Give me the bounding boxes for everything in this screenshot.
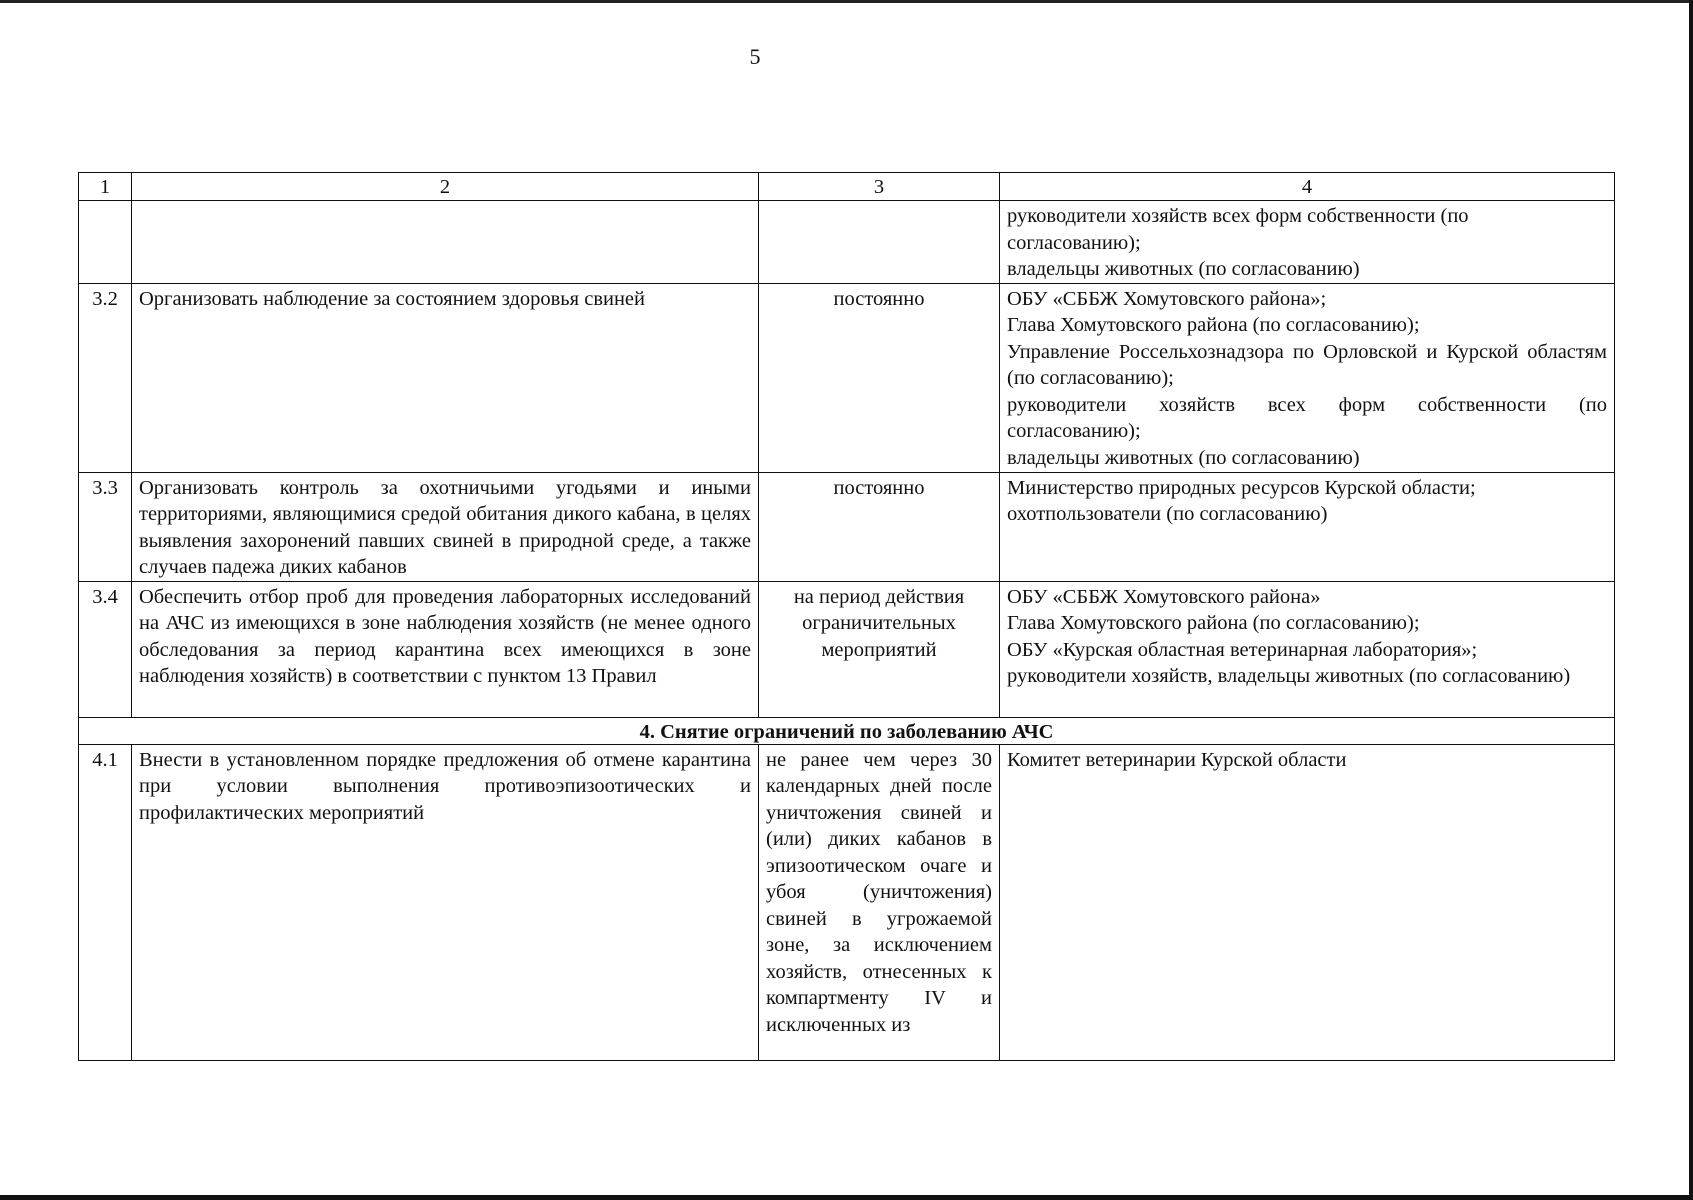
responsible-cell	[1000, 283, 1615, 472]
action-cell: Обеспечить отбор проб для проведения лабораторных исследований на АЧС из имеющихся в зоне наблюдения хозяйств (не менее одного обследования за период карантина всех имеющихся в зоне наблюдения хозяйств) в соответствии с пунктом 13 Правил	[132, 581, 759, 717]
responsible-cell	[1000, 201, 1615, 284]
row-number-cell: 3.2	[79, 283, 132, 472]
term-cell: не ранее чем через 30 календарных дней после уничтожения свиней и (или) диких кабанов в эпизоотическом очаге и убоя (уничтожения) свиней в угрожаемой зоне, за исключением хозяйств, отнесенных к компартменту IV и исключенных из	[759, 744, 1000, 1060]
action-cell: Организовать контроль за охотничьими угодьями и иными территориями, являющимися средой обитания дикого кабана, в целях выявления захоронений павших свиней в природной среде, а также случаев падежа диких кабанов	[132, 472, 759, 581]
responsible-line: охотпользователи (по согласованию)	[1007, 503, 1328, 525]
responsible-line: руководители хозяйств всех форм собственности (по согласованию);	[1007, 205, 1469, 254]
table-header-row	[79, 173, 1615, 201]
col-header-4: 4	[1000, 173, 1615, 201]
responsible-line: Управление Россельхознадзора по Орловской и Курской областям (по согласованию);	[1007, 340, 1607, 389]
measures-table	[78, 172, 1615, 1061]
table-row-3-2	[79, 283, 1615, 472]
scan-edge-top	[0, 0, 1693, 3]
responsible-cell: Комитет ветеринарии Курской области	[1000, 744, 1615, 1060]
responsible-line: руководители хозяйств всех форм собственности (по согласованию);	[1007, 393, 1607, 442]
col-header-2: 2	[132, 173, 759, 201]
responsible-line: ОБУ «СББЖ Хомутовского района»	[1007, 585, 1321, 608]
table-row-3-3	[79, 472, 1615, 581]
row-number-cell: 3.3	[79, 472, 132, 581]
responsible-line: владельцы животных (по согласованию)	[1007, 446, 1360, 469]
table-row-3-4	[79, 581, 1615, 717]
term-cell: постоянно	[759, 472, 1000, 581]
responsible-cell	[1000, 581, 1615, 717]
term-cell: постоянно	[759, 283, 1000, 472]
responsible-line: владельцы животных (по согласованию)	[1007, 258, 1360, 280]
action-cell: Внести в установленном порядке предложения об отмене карантина при условии выполнения противоэпизоотических и профилактических мероприятий	[132, 744, 759, 1060]
action-cell: Организовать наблюдение за состоянием здоровья свиней	[132, 283, 759, 472]
responsible-line: Глава Хомутовского района (по согласованию);	[1007, 612, 1420, 634]
responsible-line: Глава Хомутовского района (по согласованию);	[1007, 314, 1420, 336]
table-row-4-1	[79, 744, 1615, 1060]
row-number-cell	[79, 201, 132, 284]
col-header-3: 3	[759, 173, 1000, 201]
term-cell: на период действия ограничительных мероприятий	[759, 581, 1000, 717]
row-number-cell: 4.1	[79, 744, 132, 1060]
table-row-continued	[79, 201, 1615, 284]
section-heading-row	[79, 717, 1615, 744]
action-cell	[132, 201, 759, 284]
responsible-line: Министерство природных ресурсов Курской области;	[1007, 476, 1476, 499]
term-cell	[759, 201, 1000, 284]
page-number: 5	[749, 44, 761, 69]
scan-edge-right	[1689, 0, 1693, 1200]
col-header-1: 1	[79, 173, 132, 201]
scan-edge-bottom	[0, 1195, 1693, 1200]
section-heading: 4. Снятие ограничений по заболеванию АЧС	[79, 717, 1615, 744]
responsible-line: руководители хозяйств, владельцы животных (по согласованию)	[1007, 665, 1571, 687]
row-number-cell: 3.4	[79, 581, 132, 717]
responsible-line: ОБУ «Курская областная ветеринарная лаборатория»;	[1007, 638, 1478, 661]
responsible-line: ОБУ «СББЖ Хомутовского района»;	[1007, 287, 1327, 310]
responsible-cell	[1000, 472, 1615, 581]
